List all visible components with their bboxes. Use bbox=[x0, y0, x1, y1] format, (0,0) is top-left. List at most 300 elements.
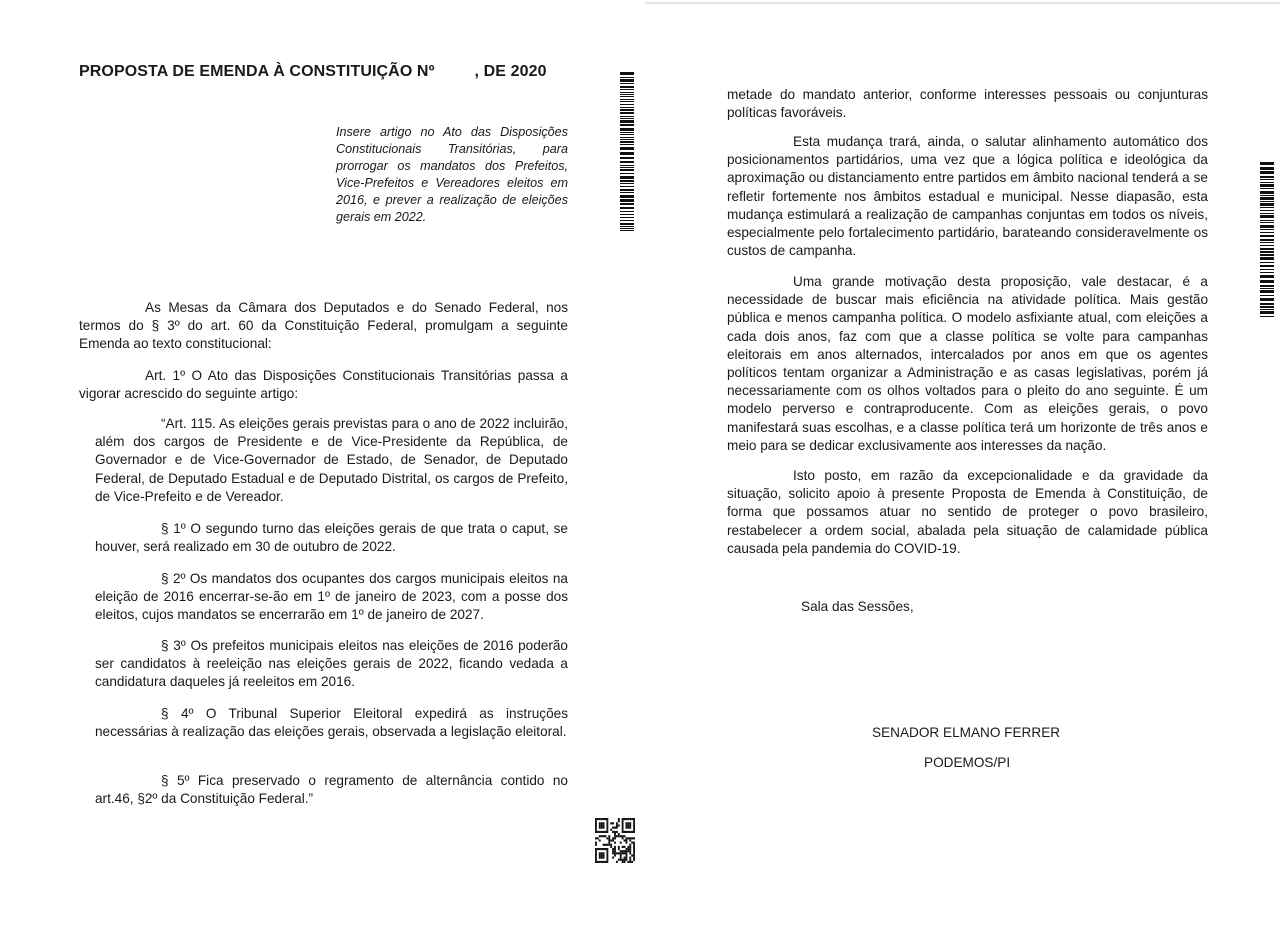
barcode-bar bbox=[620, 199, 634, 202]
qr-module bbox=[624, 818, 626, 820]
qr-module bbox=[601, 827, 603, 829]
barcode-bar bbox=[620, 77, 634, 78]
qr-module bbox=[612, 839, 614, 841]
qr-module bbox=[606, 831, 608, 833]
barcode-bar bbox=[1260, 275, 1274, 278]
qr-module bbox=[629, 852, 631, 854]
qr-module bbox=[603, 831, 605, 833]
qr-module bbox=[633, 850, 635, 852]
barcode-bar bbox=[1260, 184, 1274, 187]
qr-module bbox=[624, 857, 626, 859]
sala-das-sessoes: Sala das Sessões, bbox=[801, 599, 914, 614]
qr-module bbox=[595, 844, 597, 846]
qr-module bbox=[616, 824, 618, 826]
preamble-text: As Mesas da Câmara dos Deputados e do Senado Federal, nos termos do § 3º do art. 60 da Constituição Federal, promulgam a seguinte Emenda ao texto constitucional: bbox=[79, 300, 568, 352]
barcode-bar bbox=[1260, 191, 1274, 194]
barcode-bar bbox=[620, 101, 634, 102]
barcode-bar bbox=[1260, 254, 1274, 256]
qr-module bbox=[595, 857, 597, 859]
qr-module bbox=[608, 842, 610, 844]
qr-module bbox=[610, 846, 612, 848]
qr-module bbox=[629, 818, 631, 820]
paragraph-5 bbox=[95, 772, 568, 808]
barcode-bar bbox=[1260, 239, 1274, 241]
qr-module bbox=[627, 837, 629, 839]
barcode-bar bbox=[620, 176, 634, 179]
qr-module bbox=[601, 848, 603, 850]
qr-module bbox=[605, 835, 607, 837]
qr-module bbox=[599, 852, 601, 854]
qr-module bbox=[625, 850, 627, 852]
barcode-bar bbox=[1260, 306, 1274, 308]
qr-module bbox=[633, 859, 635, 861]
qr-module bbox=[633, 837, 635, 839]
barcode-bar bbox=[1260, 242, 1274, 243]
qr-module bbox=[599, 822, 601, 824]
qr-module bbox=[631, 854, 633, 856]
qr-module bbox=[603, 835, 605, 837]
qr-module bbox=[631, 818, 633, 820]
barcode-bar bbox=[620, 83, 634, 84]
barcode-bar bbox=[620, 186, 634, 187]
qr-module bbox=[603, 827, 605, 829]
qr-module bbox=[622, 852, 624, 854]
barcode-bar bbox=[620, 223, 634, 225]
qr-module bbox=[633, 846, 635, 848]
qr-module bbox=[599, 857, 601, 859]
paragraph-5-text: § 5º Fica preservado o regramento de alternância contido no art.46, §2º da Constituição Federal.” bbox=[95, 773, 568, 807]
barcode-bar bbox=[1260, 298, 1274, 301]
qr-module bbox=[629, 837, 631, 839]
qr-module bbox=[622, 846, 624, 848]
barcode-bar bbox=[1260, 265, 1274, 267]
qr-module bbox=[627, 824, 629, 826]
qr-module bbox=[631, 831, 633, 833]
qr-module bbox=[624, 861, 626, 863]
qr-module bbox=[597, 848, 599, 850]
document-title bbox=[79, 63, 569, 81]
qr-module bbox=[622, 859, 624, 861]
qr-module bbox=[633, 820, 635, 822]
qr-module bbox=[614, 837, 616, 839]
barcode-bar bbox=[620, 109, 634, 111]
qr-module bbox=[618, 820, 620, 822]
qr-module bbox=[595, 829, 597, 831]
qr-module bbox=[612, 850, 614, 852]
qr-module bbox=[603, 861, 605, 863]
qr-module bbox=[629, 822, 631, 824]
barcode-bar bbox=[620, 94, 634, 95]
qr-module bbox=[616, 831, 618, 833]
barcode-bar bbox=[1260, 311, 1274, 314]
qr-module bbox=[633, 822, 635, 824]
barcode-bar bbox=[620, 167, 634, 168]
qr-module bbox=[595, 822, 597, 824]
qr-module bbox=[601, 831, 603, 833]
barcode-bar bbox=[620, 118, 634, 119]
qr-module bbox=[606, 857, 608, 859]
qr-module bbox=[622, 831, 624, 833]
barcode-bar bbox=[620, 192, 634, 193]
qr-module bbox=[625, 859, 627, 861]
qr-module bbox=[622, 837, 624, 839]
barcode-bar bbox=[1260, 162, 1274, 165]
qr-module bbox=[633, 818, 635, 820]
qr-module bbox=[601, 818, 603, 820]
barcode-bar bbox=[1260, 176, 1274, 178]
qr-module bbox=[625, 827, 627, 829]
qr-module bbox=[629, 827, 631, 829]
qr-module bbox=[627, 850, 629, 852]
qr-module bbox=[622, 861, 624, 863]
barcode-bar bbox=[1260, 262, 1274, 263]
qr-module bbox=[625, 822, 627, 824]
barcode-bar bbox=[620, 132, 634, 133]
barcode-bar bbox=[1260, 257, 1274, 260]
qr-module bbox=[614, 846, 616, 848]
qr-module bbox=[608, 844, 610, 846]
paragraph-4 bbox=[95, 705, 568, 741]
barcode-bar bbox=[620, 157, 634, 159]
barcode-bar bbox=[1260, 229, 1274, 230]
qr-module bbox=[595, 861, 597, 863]
barcode-bar bbox=[1260, 171, 1274, 174]
qr-module bbox=[624, 831, 626, 833]
barcode-bar bbox=[620, 116, 634, 117]
qr-module bbox=[612, 827, 614, 829]
qr-module bbox=[625, 818, 627, 820]
qr-module bbox=[622, 835, 624, 837]
qr-module bbox=[620, 850, 622, 852]
qr-module bbox=[606, 827, 608, 829]
continuation-paragraph: metade do mandato anterior, conforme interesses pessoais ou conjunturas políticas favoráveis. bbox=[727, 87, 1208, 121]
barcode-bar bbox=[1260, 182, 1274, 183]
qr-module bbox=[605, 844, 607, 846]
qr-module bbox=[629, 839, 631, 841]
barcode-bar bbox=[620, 161, 634, 163]
qr-module bbox=[597, 837, 599, 839]
qr-module bbox=[603, 822, 605, 824]
qr-module bbox=[629, 850, 631, 852]
qr-module bbox=[622, 824, 624, 826]
barcode-bar bbox=[1260, 285, 1274, 287]
barcode-bar bbox=[620, 152, 634, 155]
senator-name: SENADOR ELMANO FERRER bbox=[872, 725, 1061, 740]
barcode-bar bbox=[1260, 188, 1274, 189]
qr-module bbox=[625, 824, 627, 826]
title-prefix: PROPOSTA DE EMENDA À CONSTITUIÇÃO Nº bbox=[79, 63, 435, 80]
barcode-bar bbox=[620, 180, 634, 182]
qr-module bbox=[606, 854, 608, 856]
qr-module bbox=[599, 824, 601, 826]
qr-module bbox=[597, 831, 599, 833]
qr-module bbox=[603, 824, 605, 826]
qr-module bbox=[629, 824, 631, 826]
qr-module bbox=[625, 837, 627, 839]
qr-module bbox=[595, 852, 597, 854]
barcode-bar bbox=[1260, 195, 1274, 196]
barcode-bar bbox=[620, 120, 634, 123]
qr-module bbox=[633, 827, 635, 829]
qr-module bbox=[633, 854, 635, 856]
barcode-bar bbox=[1260, 179, 1274, 180]
qr-module bbox=[614, 854, 616, 856]
justification-a-text: Esta mudança trará, ainda, o salutar alinhamento automático dos posicionamentos partidários, uma vez que a lógica política e ideológica da aproximação ou distanciamento entre partidos em âmbito nacional tenderá a se refletir fortemente nos âmbitos estadual e municipal. Nesse diapasão, esta mudança estimulará a realização de campanhas conjuntas em todos os níveis, especialmente pelo fortalecimento partidário, barateando consideravelmente os custos de campanha. bbox=[727, 134, 1208, 259]
preamble-paragraph bbox=[79, 299, 568, 354]
barcode-bar bbox=[1260, 309, 1274, 310]
qr-module bbox=[595, 842, 597, 844]
qr-module bbox=[629, 846, 631, 848]
paragraph-1 bbox=[95, 520, 568, 556]
qr-module bbox=[627, 848, 629, 850]
party-label: PODEMOS/PI bbox=[924, 755, 1011, 770]
barcode-bar bbox=[620, 214, 634, 215]
qr-module bbox=[622, 850, 624, 852]
qr-module bbox=[606, 824, 608, 826]
qr-module bbox=[610, 839, 612, 841]
qr-module bbox=[633, 844, 635, 846]
qr-module bbox=[633, 824, 635, 826]
paragraph-4-text: § 4º O Tribunal Superior Eleitoral expedirá as instruções necessárias à realização das eleições gerais, observada a legislação eleitoral. bbox=[95, 706, 568, 740]
qr-module bbox=[633, 829, 635, 831]
qr-module bbox=[612, 852, 614, 854]
barcode-bar bbox=[620, 124, 634, 126]
paragraph-2-text: § 2º Os mandatos dos ocupantes dos cargos municipais eleitos na eleição de 2016 encerrar-se-ão em 1º de janeiro de 2023, com a posse dos eleitos, cujos mandatos se encerrarão em 1º de janeiro de 2027. bbox=[95, 571, 568, 623]
qr-module bbox=[629, 857, 631, 859]
qr-module bbox=[599, 839, 601, 841]
qr-module bbox=[608, 839, 610, 841]
qr-module bbox=[618, 859, 620, 861]
qr-module bbox=[612, 848, 614, 850]
qr-module bbox=[612, 857, 614, 859]
qr-module bbox=[620, 842, 622, 844]
justification-paragraph-c bbox=[727, 467, 1208, 558]
qr-module bbox=[633, 852, 635, 854]
qr-module bbox=[605, 831, 607, 833]
barcode-bar bbox=[1260, 248, 1274, 250]
qr-module bbox=[606, 829, 608, 831]
article-1-text: Art. 1º O Ato das Disposições Constitucionais Transitórias passa a vigorar acrescido do seguinte artigo: bbox=[79, 368, 568, 402]
qr-module bbox=[627, 822, 629, 824]
qr-module bbox=[622, 820, 624, 822]
barcode-bar bbox=[1260, 197, 1274, 200]
qr-module bbox=[595, 848, 597, 850]
qr-module bbox=[614, 850, 616, 852]
justification-c-text: Isto posto, em razão da excepcionalidade e da gravidade da situação, solicito apoio à presente Proposta de Emenda à Constituição, de forma que possamos atuar no sentido de proteger o povo brasileiro, restabelecer a ordem social, abalada pela situação de calamidade pública causada pela pandemia do COVID-19. bbox=[727, 468, 1208, 556]
qr-module bbox=[625, 831, 627, 833]
barcode-bar bbox=[620, 230, 634, 231]
barcode-right bbox=[1260, 162, 1274, 317]
barcode-bar bbox=[1260, 316, 1274, 317]
qr-module bbox=[622, 818, 624, 820]
barcode-bar bbox=[620, 134, 634, 135]
barcode-bar bbox=[620, 96, 634, 97]
qr-module bbox=[614, 848, 616, 850]
qr-module bbox=[606, 859, 608, 861]
barcode-bar bbox=[620, 195, 634, 198]
qr-module bbox=[622, 822, 624, 824]
qr-module bbox=[595, 827, 597, 829]
qr-module bbox=[633, 831, 635, 833]
barcode-bar bbox=[620, 165, 634, 166]
qr-module bbox=[612, 831, 614, 833]
barcode-bar bbox=[620, 144, 634, 145]
barcode-bar bbox=[1260, 210, 1274, 211]
barcode-bar bbox=[620, 79, 634, 82]
qr-module bbox=[624, 852, 626, 854]
barcode-bar bbox=[1260, 303, 1274, 305]
qr-module bbox=[599, 818, 601, 820]
barcode-bar bbox=[620, 147, 634, 150]
barcode-bar bbox=[1260, 269, 1274, 270]
qr-module bbox=[605, 818, 607, 820]
qr-module bbox=[610, 822, 612, 824]
title-suffix: , DE 2020 bbox=[474, 63, 547, 80]
qr-module bbox=[606, 822, 608, 824]
barcode-bar bbox=[620, 169, 634, 171]
qr-module bbox=[629, 831, 631, 833]
qr-module bbox=[618, 835, 620, 837]
qr-module bbox=[608, 837, 610, 839]
qr-module bbox=[614, 852, 616, 854]
qr-module bbox=[601, 857, 603, 859]
qr-module bbox=[620, 852, 622, 854]
qr-module bbox=[616, 852, 618, 854]
qr-module bbox=[610, 829, 612, 831]
justification-b-text: Uma grande motivação desta proposição, vale destacar, é a necessidade de buscar mais eficiência na atividade política. Mais gestão pública e menos campanha política. O modelo asfixiante atual, com eleições a cada dois anos, faz com que a classe política se volte para campanhas eleitorais em anos alternados, intercalados por anos em que os agentes políticos tentam organizar a Administração e as casas legislativas, porém já necessariamente com os olhos voltados para o pleito do ano seguinte. É um modelo perverso e contraproducente. Com as eleições gerais, o povo manifestará suas escolhas, e a classe política terá um horizonte de três anos e meio para se dedicar exclusivamente aos interesses da nação. bbox=[727, 274, 1208, 453]
barcode-bar bbox=[620, 107, 634, 108]
qr-module bbox=[618, 818, 620, 820]
barcode-bar bbox=[620, 86, 634, 88]
qr-module bbox=[624, 839, 626, 841]
qr-module bbox=[595, 818, 597, 820]
qr-module bbox=[606, 837, 608, 839]
qr-module bbox=[631, 837, 633, 839]
barcode-bar bbox=[1260, 203, 1274, 206]
qr-module bbox=[633, 842, 635, 844]
qr-module bbox=[616, 835, 618, 837]
qr-module bbox=[599, 827, 601, 829]
qr-module bbox=[614, 842, 616, 844]
qr-module bbox=[595, 859, 597, 861]
qr-module bbox=[599, 848, 601, 850]
barcode-bar bbox=[620, 112, 634, 114]
barcode-bar bbox=[620, 72, 634, 75]
qr-module bbox=[627, 827, 629, 829]
qr-module bbox=[606, 820, 608, 822]
qr-module bbox=[606, 818, 608, 820]
qr-module bbox=[631, 842, 633, 844]
article-1-paragraph bbox=[79, 367, 568, 403]
qr-module bbox=[627, 831, 629, 833]
qr-module bbox=[599, 861, 601, 863]
justification-paragraph-b bbox=[727, 273, 1208, 455]
barcode-bar bbox=[1260, 225, 1274, 228]
paragraph-3-text: § 3º Os prefeitos municipais eleitos nas eleições de 2016 poderão ser candidatos à reeleição nas eleições gerais de 2022, ficando vedada a candidatura daqueles já reeleitos em 2016. bbox=[95, 638, 568, 690]
qr-module bbox=[624, 850, 626, 852]
barcode-bar bbox=[1260, 207, 1274, 208]
barcode-bar bbox=[620, 99, 634, 100]
paragraph-1-text: § 1º O segundo turno das eleições gerais de que trata o caput, se houver, será realizado em 30 de outubro de 2022. bbox=[95, 521, 568, 555]
barcode-bar bbox=[620, 141, 634, 143]
barcode-bar bbox=[1260, 222, 1274, 223]
qr-module bbox=[620, 859, 622, 861]
barcode-bar bbox=[1260, 235, 1274, 237]
qr-module bbox=[595, 820, 597, 822]
qr-module bbox=[601, 861, 603, 863]
qr-module bbox=[622, 829, 624, 831]
barcode-bar bbox=[1260, 201, 1274, 202]
qr-module bbox=[618, 852, 620, 854]
qr-module bbox=[595, 837, 597, 839]
qr-module bbox=[595, 850, 597, 852]
qr-module bbox=[595, 831, 597, 833]
qr-module bbox=[620, 854, 622, 856]
qr-module bbox=[603, 854, 605, 856]
qr-module bbox=[624, 846, 626, 848]
barcode-bar bbox=[620, 226, 634, 227]
ementa-text: Insere artigo no Ato das Disposições Constitucionais Transitórias, para prorrogar os mandatos dos Prefeitos, Vice-Prefeitos e Vereadores eleitos em 2016, e prever a realização de eleições gerais em 2022. bbox=[336, 125, 568, 224]
qr-module bbox=[612, 822, 614, 824]
barcode-bar bbox=[620, 203, 634, 205]
qr-module bbox=[603, 852, 605, 854]
qr-module bbox=[616, 827, 618, 829]
barcode-bar bbox=[620, 217, 634, 218]
barcode-bar bbox=[620, 211, 634, 212]
qr-module bbox=[606, 852, 608, 854]
qr-module bbox=[614, 835, 616, 837]
qr-module bbox=[622, 827, 624, 829]
qr-module bbox=[610, 844, 612, 846]
qr-module bbox=[605, 848, 607, 850]
qr-module bbox=[633, 857, 635, 859]
qr-module bbox=[618, 848, 620, 850]
barcode-bar bbox=[620, 183, 634, 184]
qr-module bbox=[624, 835, 626, 837]
qr-module bbox=[620, 835, 622, 837]
qr-module bbox=[603, 844, 605, 846]
justification-paragraph-a bbox=[727, 133, 1208, 260]
qr-module bbox=[595, 824, 597, 826]
qr-module bbox=[618, 833, 620, 835]
qr-module bbox=[625, 852, 627, 854]
barcode-bar bbox=[1260, 167, 1274, 170]
document-page-right bbox=[640, 0, 1280, 943]
qr-module bbox=[618, 824, 620, 826]
qr-module bbox=[597, 818, 599, 820]
barcode-bar bbox=[1260, 251, 1274, 253]
barcode-bar bbox=[620, 92, 634, 93]
qr-module bbox=[606, 848, 608, 850]
qr-module bbox=[603, 818, 605, 820]
barcode-bar bbox=[620, 139, 634, 140]
qr-module bbox=[627, 818, 629, 820]
qr-module bbox=[614, 831, 616, 833]
barcode-bar bbox=[1260, 232, 1274, 233]
qr-module bbox=[595, 854, 597, 856]
qr-module bbox=[616, 861, 618, 863]
qr-code bbox=[595, 818, 635, 863]
qr-module bbox=[625, 848, 627, 850]
barcode-bar bbox=[1260, 290, 1274, 293]
qr-module bbox=[625, 842, 627, 844]
qr-module bbox=[629, 859, 631, 861]
paragraph-2 bbox=[95, 570, 568, 625]
qr-module bbox=[606, 844, 608, 846]
qr-module bbox=[624, 859, 626, 861]
barcode-bar bbox=[620, 89, 634, 90]
qr-module bbox=[627, 846, 629, 848]
